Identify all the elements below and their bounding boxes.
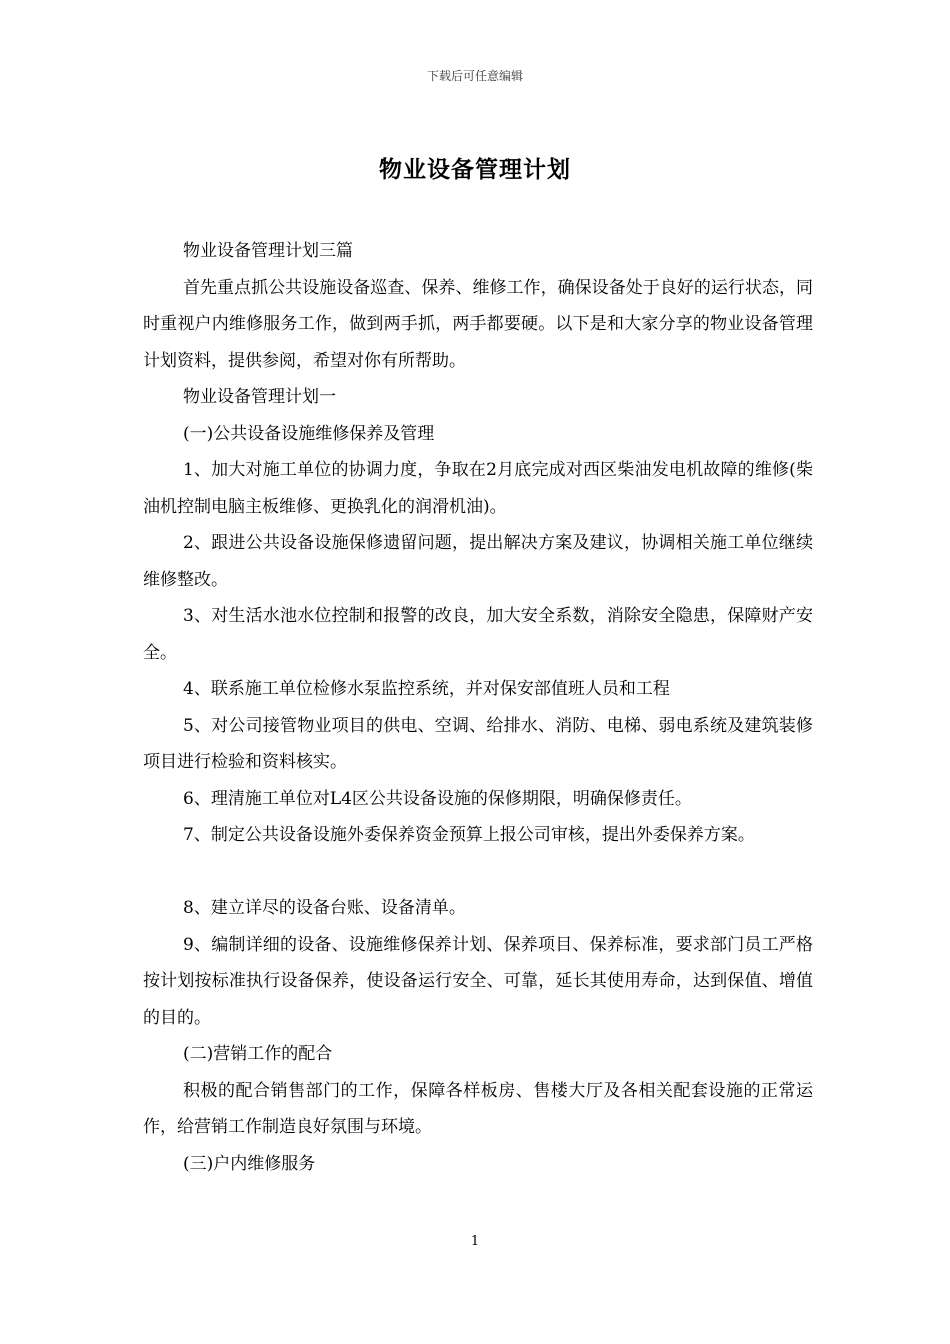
paragraph-item-6: 6、理清施工单位对L4区公共设备设施的保修期限，明确保修责任。 <box>183 788 692 809</box>
paragraph-item-1: 1、加大对施工单位的协调力度，争取在2月底完成对西区柴油发电机故障的维修(柴油机控制电脑主板维修、更换乳化的润滑机油)。 <box>143 460 813 517</box>
document-body <box>143 233 813 1182</box>
paragraph-intro-heading: 物业设备管理计划三篇 <box>183 241 353 261</box>
paragraph-plan-one-heading: 物业设备管理计划一 <box>183 387 336 407</box>
paragraph-item-5: 5、对公司接管物业项目的供电、空调、给排水、消防、电梯、弱电系统及建筑装修项目进行检验和资料核实。 <box>143 715 813 772</box>
paragraph-item-2: 2、跟进公共设备设施保修遗留问题，提出解决方案及建议，协调相关施工单位继续维修整改。 <box>143 533 813 590</box>
paragraph-item-3: 3、对生活水池水位控制和报警的改良，加大安全系数，消除安全隐患，保障财产安全。 <box>143 606 813 663</box>
paragraph-item-4: 4、联系施工单位检修水泵监控系统，并对保安部值班人员和工程 <box>183 679 670 699</box>
header-note: 下载后可任意编辑 <box>426 69 523 83</box>
page-number: 1 <box>470 1234 480 1249</box>
document-title: 物业设备管理计划 <box>379 156 571 183</box>
paragraph-section-two-heading: (二)营销工作的配合 <box>183 1044 333 1064</box>
paragraph-item-8: 8、建立详尽的设备台账、设备清单。 <box>183 898 466 918</box>
paragraph-item-9: 9、编制详细的设备、设施维修保养计划、保养项目、保养标准，要求部门员工严格按计划按标准执行设备保养，使设备运行安全、可靠，延长其使用寿命，达到保值、增值的目的。 <box>143 934 813 1028</box>
paragraph-spacer <box>143 854 813 891</box>
paragraph-section-three-heading: (三)户内维修服务 <box>183 1153 316 1174</box>
paragraph-section-two-body: 积极的配合销售部门的工作，保障各样板房、售楼大厅及各相关配套设施的正常运作，给营销工作制造良好氛围与环境。 <box>143 1080 813 1137</box>
paragraph-item-7: 7、制定公共设备设施外委保养资金预算上报公司审核，提出外委保养方案。 <box>183 825 755 845</box>
paragraph-section-one-heading: (一)公共设备设施维修保养及管理 <box>183 423 435 444</box>
paragraph-intro: 首先重点抓公共设施设备巡查、保养、维修工作，确保设备处于良好的运行状态，同时重视户内维修服务工作，做到两手抓，两手都要硬。以下是和大家分享的物业设备管理计划资料，提供参阅，希望对你有所帮助。 <box>143 277 813 371</box>
